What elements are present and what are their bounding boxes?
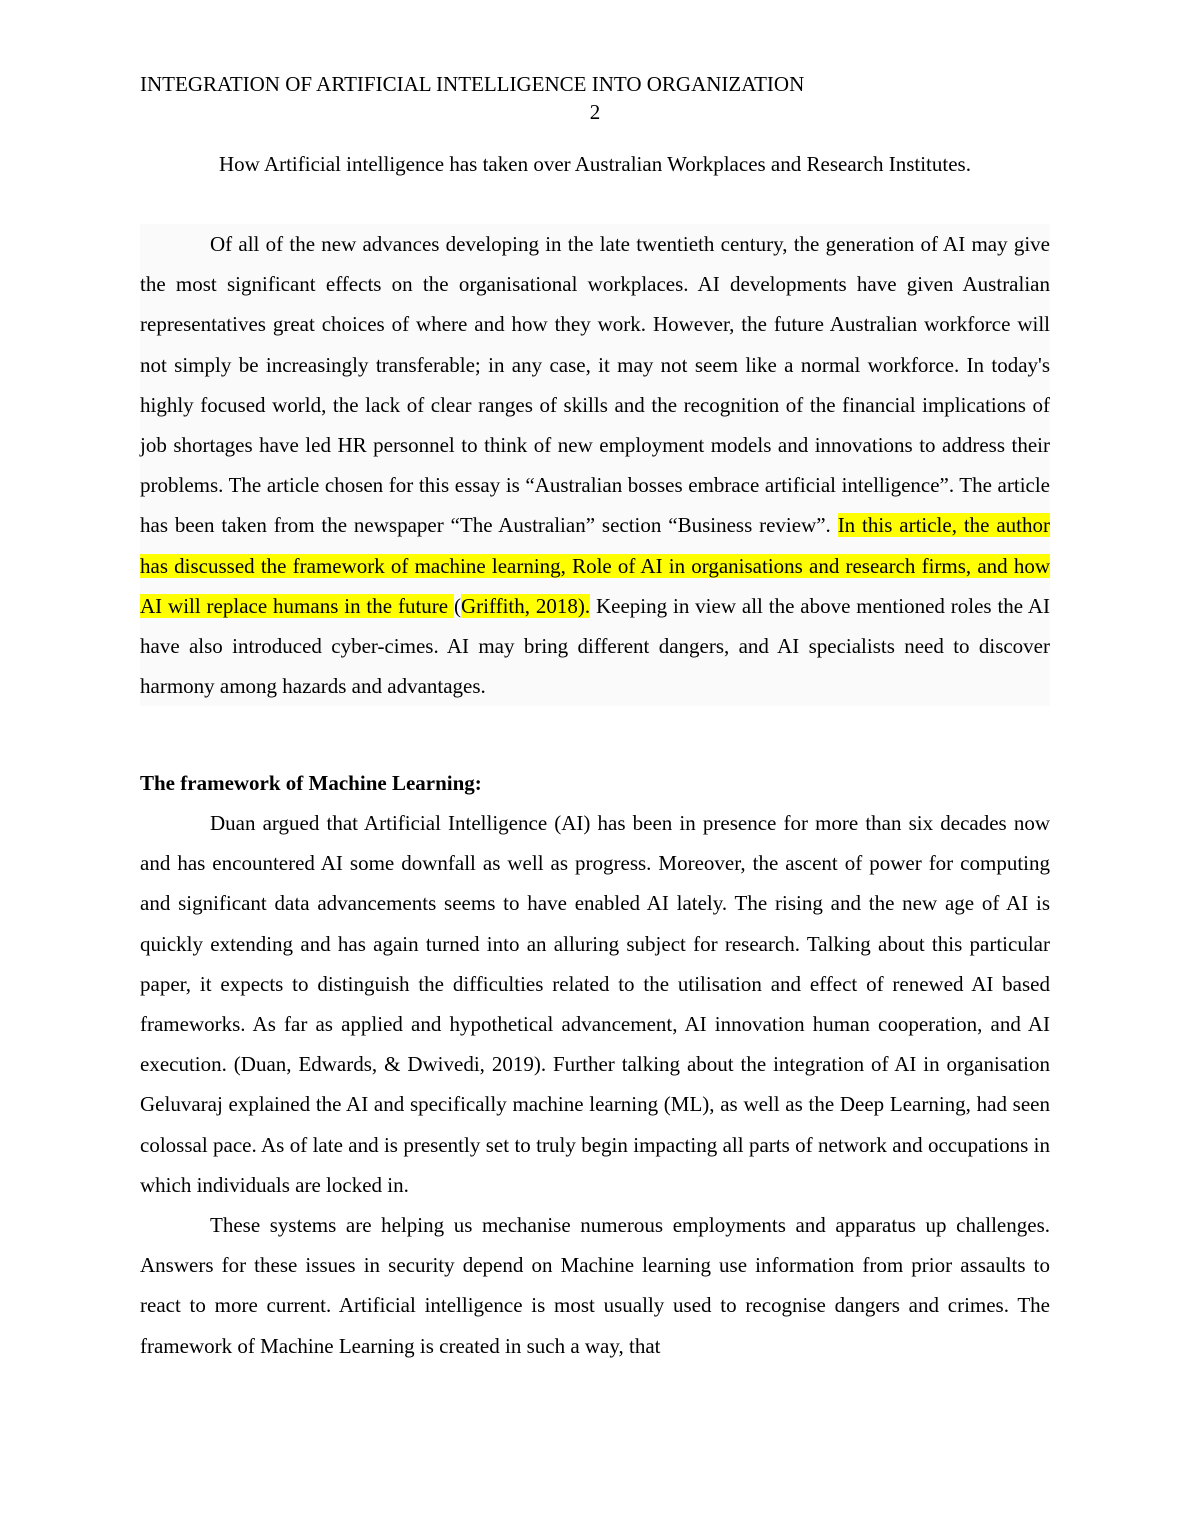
section-paragraph-2: These systems are helping us mechanise numerous employments and apparatus up challenges. Answers for these issues in security depend on Machine learning use information from prior assaults to react to more current. Artificial intelligence is most usually used to recognise dangers and crimes. The framework of Machine Learning is created in such a way, that (140, 1213, 1050, 1358)
highlighted-citation: Griffith, 2018). (460, 593, 591, 618)
document-title: How Artificial intelligence has taken over Australian Workplaces and Research Institutes. (219, 152, 971, 176)
highlighted-text: In this article, the author has discussed the framework of machine learning, Role of AI in organisations and research firms, and how AI will replace humans in the future (140, 513, 1050, 618)
intro-text-after: Keeping in view all the above mentioned roles the AI have also introduced cyber-cimes. AI may bring different dangers, and AI specialists need to discover harmony among hazards and advantages. (140, 593, 1050, 699)
page-number: 2 (589, 100, 601, 124)
intro-text-plain: Of all of the new advances developing in the late twentieth century, the generation of AI may give the most significant effects on the organisational workplaces. AI developments have given Australian representatives great choices of where and how they work. However, the future Australian workforce will not simply be increasingly transferable; in any case, it may not seem like a normal workforce. In today's highly focused world, the lack of clear ranges of skills and the recognition of the financial implications of job shortages have led HR personnel to think of new employment models and innovations to address their problems. The article chosen for this essay is “Australian bosses embrace artificial intelligence”. The article has been taken from the newspaper “The Australian” section “Business review”. (140, 232, 1050, 538)
intro-text (140, 224, 1050, 706)
section-body (140, 803, 1050, 1366)
citation-paren: ( (453, 593, 461, 618)
intro-paragraph (140, 224, 1050, 706)
section-heading: The framework of Machine Learning: (140, 771, 482, 795)
section-paragraph-1: Duan argued that Artificial Intelligence (AI) has been in presence for more than six decades now and has encountered AI some downfall as well as progress. Moreover, the ascent of power for computing and significant data advancements seems to have enabled AI lately. The rising and the new age of AI is quickly extending and has again turned into an alluring subject for research. Talking about this particular paper, it expects to distinguish the difficulties related to the utilisation and effect of renewed AI based frameworks. As far as applied and hypothetical advancement, AI innovation human cooperation, and AI execution. (Duan, Edwards, & Dwivedi, 2019). Further talking about the integration of AI in organisation Geluvaraj explained the AI and specifically machine learning (ML), as well as the Deep Learning, had seen colossal pace. As of late and is presently set to truly begin impacting all parts of network and occupations in which individuals are locked in. (140, 811, 1050, 1197)
running-head: INTEGRATION OF ARTIFICIAL INTELLIGENCE INTO ORGANIZATION (140, 72, 805, 96)
